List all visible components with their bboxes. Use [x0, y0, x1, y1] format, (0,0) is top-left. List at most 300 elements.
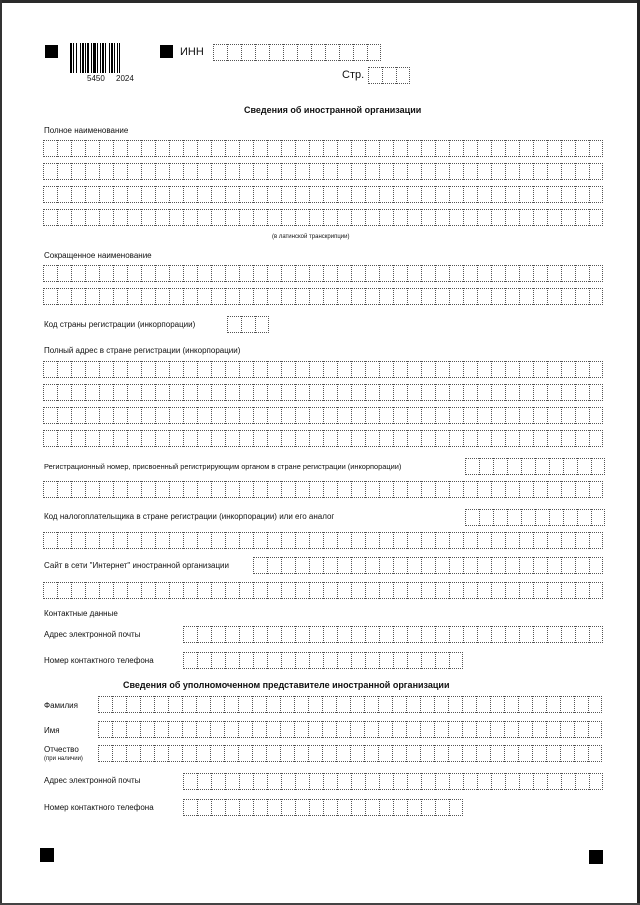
char-cell[interactable]: [43, 163, 57, 180]
char-cell[interactable]: [323, 384, 337, 401]
char-cell[interactable]: [588, 745, 602, 762]
char-cell[interactable]: [533, 532, 547, 549]
char-cell[interactable]: [589, 481, 603, 498]
char-cell[interactable]: [521, 509, 535, 526]
char-cell[interactable]: [547, 265, 561, 282]
char-cell[interactable]: [407, 773, 421, 790]
char-cell[interactable]: [491, 626, 505, 643]
char-cell[interactable]: [337, 652, 351, 669]
char-cell[interactable]: [85, 209, 99, 226]
char-cell[interactable]: [421, 652, 435, 669]
char-cell[interactable]: [323, 532, 337, 549]
char-cell[interactable]: [337, 384, 351, 401]
char-cell[interactable]: [227, 44, 241, 61]
char-cell[interactable]: [183, 288, 197, 305]
char-cell[interactable]: [463, 481, 477, 498]
char-cell[interactable]: [463, 407, 477, 424]
char-cell[interactable]: [421, 265, 435, 282]
char-cell[interactable]: [407, 384, 421, 401]
char-cell[interactable]: [295, 186, 309, 203]
char-cell[interactable]: [252, 721, 266, 738]
char-cell[interactable]: [407, 361, 421, 378]
char-cell[interactable]: [253, 407, 267, 424]
char-cell[interactable]: [295, 557, 309, 574]
char-cell[interactable]: [463, 140, 477, 157]
char-cell[interactable]: [127, 288, 141, 305]
char-cell[interactable]: [197, 163, 211, 180]
char-cell[interactable]: [269, 44, 283, 61]
char-cell[interactable]: [393, 288, 407, 305]
char-cell[interactable]: [505, 163, 519, 180]
char-cell[interactable]: [561, 384, 575, 401]
char-cell[interactable]: [253, 384, 267, 401]
char-cell[interactable]: [407, 626, 421, 643]
char-cell[interactable]: [183, 652, 197, 669]
char-cell[interactable]: [561, 140, 575, 157]
char-cell[interactable]: [351, 163, 365, 180]
char-cell[interactable]: [407, 557, 421, 574]
char-cell[interactable]: [519, 773, 533, 790]
char-cell[interactable]: [477, 186, 491, 203]
char-cell[interactable]: [211, 481, 225, 498]
char-cell[interactable]: [379, 140, 393, 157]
char-cell[interactable]: [505, 288, 519, 305]
char-cell[interactable]: [85, 186, 99, 203]
char-cell[interactable]: [239, 430, 253, 447]
char-cell[interactable]: [575, 209, 589, 226]
char-cell[interactable]: [337, 140, 351, 157]
char-cell[interactable]: [379, 773, 393, 790]
char-cell[interactable]: [295, 773, 309, 790]
char-cell[interactable]: [71, 288, 85, 305]
char-cell[interactable]: [309, 430, 323, 447]
char-cell[interactable]: [546, 721, 560, 738]
char-cell[interactable]: [155, 140, 169, 157]
char-cell[interactable]: [85, 407, 99, 424]
char-cell[interactable]: [267, 532, 281, 549]
char-cell[interactable]: [183, 140, 197, 157]
char-cell[interactable]: [449, 626, 463, 643]
char-cell[interactable]: [421, 582, 435, 599]
char-cell[interactable]: [463, 209, 477, 226]
char-cell[interactable]: [533, 163, 547, 180]
char-cell[interactable]: [589, 384, 603, 401]
char-cell[interactable]: [85, 163, 99, 180]
char-cell[interactable]: [267, 773, 281, 790]
char-cell[interactable]: [589, 773, 603, 790]
char-cell[interactable]: [351, 186, 365, 203]
char-cell[interactable]: [547, 186, 561, 203]
char-cell[interactable]: [350, 696, 364, 713]
char-cell[interactable]: [141, 288, 155, 305]
char-cell[interactable]: [225, 361, 239, 378]
char-cell[interactable]: [182, 721, 196, 738]
char-cell[interactable]: [308, 721, 322, 738]
char-cell[interactable]: [476, 721, 490, 738]
char-cell[interactable]: [476, 745, 490, 762]
char-cell[interactable]: [535, 458, 549, 475]
char-cell[interactable]: [267, 557, 281, 574]
char-cell[interactable]: [295, 799, 309, 816]
char-cell[interactable]: [241, 316, 255, 333]
char-cell[interactable]: [449, 481, 463, 498]
char-cell[interactable]: [57, 361, 71, 378]
char-cell[interactable]: [225, 773, 239, 790]
char-cell[interactable]: [350, 721, 364, 738]
char-cell[interactable]: [477, 430, 491, 447]
char-cell[interactable]: [351, 265, 365, 282]
website-row-2[interactable]: [43, 582, 603, 599]
char-cell[interactable]: [281, 626, 295, 643]
char-cell[interactable]: [281, 209, 295, 226]
char-cell[interactable]: [141, 430, 155, 447]
char-cell[interactable]: [225, 799, 239, 816]
char-cell[interactable]: [295, 265, 309, 282]
char-cell[interactable]: [211, 163, 225, 180]
char-cell[interactable]: [225, 288, 239, 305]
char-cell[interactable]: [183, 361, 197, 378]
char-cell[interactable]: [505, 384, 519, 401]
char-cell[interactable]: [435, 163, 449, 180]
char-cell[interactable]: [393, 407, 407, 424]
char-cell[interactable]: [43, 288, 57, 305]
char-cell[interactable]: [379, 265, 393, 282]
char-cell[interactable]: [267, 163, 281, 180]
char-cell[interactable]: [337, 407, 351, 424]
char-cell[interactable]: [532, 696, 546, 713]
char-cell[interactable]: [365, 799, 379, 816]
char-cell[interactable]: [197, 186, 211, 203]
char-cell[interactable]: [378, 696, 392, 713]
char-cell[interactable]: [85, 140, 99, 157]
char-cell[interactable]: [141, 481, 155, 498]
char-cell[interactable]: [407, 407, 421, 424]
char-cell[interactable]: [589, 163, 603, 180]
char-cell[interactable]: [393, 799, 407, 816]
char-cell[interactable]: [337, 209, 351, 226]
char-cell[interactable]: [211, 532, 225, 549]
char-cell[interactable]: [519, 288, 533, 305]
char-cell[interactable]: [504, 696, 518, 713]
char-cell[interactable]: [126, 696, 140, 713]
char-cell[interactable]: [547, 557, 561, 574]
char-cell[interactable]: [255, 44, 269, 61]
char-cell[interactable]: [322, 696, 336, 713]
char-cell[interactable]: [183, 532, 197, 549]
taxpayer-code-row-1[interactable]: [465, 509, 605, 526]
char-cell[interactable]: [309, 209, 323, 226]
char-cell[interactable]: [462, 696, 476, 713]
char-cell[interactable]: [169, 209, 183, 226]
char-cell[interactable]: [99, 532, 113, 549]
char-cell[interactable]: [113, 288, 127, 305]
char-cell[interactable]: [281, 799, 295, 816]
char-cell[interactable]: [547, 361, 561, 378]
char-cell[interactable]: [336, 721, 350, 738]
char-cell[interactable]: [462, 721, 476, 738]
char-cell[interactable]: [43, 481, 57, 498]
char-cell[interactable]: [281, 288, 295, 305]
char-cell[interactable]: [253, 265, 267, 282]
char-cell[interactable]: [211, 652, 225, 669]
char-cell[interactable]: [140, 696, 154, 713]
char-cell[interactable]: [211, 430, 225, 447]
char-cell[interactable]: [505, 532, 519, 549]
char-cell[interactable]: [140, 745, 154, 762]
char-cell[interactable]: [421, 773, 435, 790]
char-cell[interactable]: [197, 652, 211, 669]
char-cell[interactable]: [337, 430, 351, 447]
char-cell[interactable]: [575, 557, 589, 574]
char-cell[interactable]: [281, 384, 295, 401]
char-cell[interactable]: [127, 407, 141, 424]
patronymic-field[interactable]: [98, 745, 602, 762]
short-name-row-1[interactable]: [43, 265, 603, 282]
char-cell[interactable]: [591, 509, 605, 526]
char-cell[interactable]: [197, 265, 211, 282]
char-cell[interactable]: [239, 626, 253, 643]
char-cell[interactable]: [449, 582, 463, 599]
char-cell[interactable]: [519, 557, 533, 574]
char-cell[interactable]: [85, 532, 99, 549]
char-cell[interactable]: [421, 384, 435, 401]
char-cell[interactable]: [533, 140, 547, 157]
char-cell[interactable]: [183, 384, 197, 401]
char-cell[interactable]: [477, 557, 491, 574]
char-cell[interactable]: [477, 481, 491, 498]
char-cell[interactable]: [351, 288, 365, 305]
char-cell[interactable]: [351, 361, 365, 378]
char-cell[interactable]: [421, 626, 435, 643]
char-cell[interactable]: [238, 696, 252, 713]
char-cell[interactable]: [309, 407, 323, 424]
address-row-3[interactable]: [43, 407, 603, 424]
char-cell[interactable]: [295, 407, 309, 424]
char-cell[interactable]: [449, 265, 463, 282]
char-cell[interactable]: [379, 163, 393, 180]
char-cell[interactable]: [253, 209, 267, 226]
char-cell[interactable]: [449, 361, 463, 378]
char-cell[interactable]: [574, 696, 588, 713]
char-cell[interactable]: [169, 407, 183, 424]
char-cell[interactable]: [449, 407, 463, 424]
char-cell[interactable]: [239, 186, 253, 203]
char-cell[interactable]: [141, 265, 155, 282]
char-cell[interactable]: [295, 481, 309, 498]
char-cell[interactable]: [393, 652, 407, 669]
char-cell[interactable]: [449, 163, 463, 180]
char-cell[interactable]: [379, 582, 393, 599]
char-cell[interactable]: [491, 407, 505, 424]
char-cell[interactable]: [421, 430, 435, 447]
char-cell[interactable]: [392, 696, 406, 713]
char-cell[interactable]: [463, 163, 477, 180]
char-cell[interactable]: [463, 361, 477, 378]
char-cell[interactable]: [421, 481, 435, 498]
char-cell[interactable]: [382, 67, 396, 84]
char-cell[interactable]: [155, 582, 169, 599]
char-cell[interactable]: [351, 557, 365, 574]
char-cell[interactable]: [253, 163, 267, 180]
char-cell[interactable]: [127, 140, 141, 157]
char-cell[interactable]: [547, 140, 561, 157]
char-cell[interactable]: [323, 582, 337, 599]
rep-phone-field[interactable]: [183, 799, 463, 816]
char-cell[interactable]: [491, 361, 505, 378]
char-cell[interactable]: [463, 582, 477, 599]
char-cell[interactable]: [505, 407, 519, 424]
char-cell[interactable]: [325, 44, 339, 61]
char-cell[interactable]: [353, 44, 367, 61]
char-cell[interactable]: [533, 582, 547, 599]
char-cell[interactable]: [323, 799, 337, 816]
char-cell[interactable]: [435, 481, 449, 498]
char-cell[interactable]: [365, 557, 379, 574]
char-cell[interactable]: [547, 384, 561, 401]
char-cell[interactable]: [295, 430, 309, 447]
char-cell[interactable]: [393, 186, 407, 203]
char-cell[interactable]: [253, 430, 267, 447]
char-cell[interactable]: [378, 721, 392, 738]
char-cell[interactable]: [211, 582, 225, 599]
char-cell[interactable]: [281, 582, 295, 599]
short-name-row-2[interactable]: [43, 288, 603, 305]
char-cell[interactable]: [367, 44, 381, 61]
char-cell[interactable]: [309, 265, 323, 282]
char-cell[interactable]: [519, 209, 533, 226]
char-cell[interactable]: [169, 288, 183, 305]
first-name-field[interactable]: [98, 721, 602, 738]
char-cell[interactable]: [337, 361, 351, 378]
char-cell[interactable]: [379, 532, 393, 549]
char-cell[interactable]: [281, 163, 295, 180]
char-cell[interactable]: [435, 773, 449, 790]
char-cell[interactable]: [309, 532, 323, 549]
char-cell[interactable]: [169, 384, 183, 401]
char-cell[interactable]: [281, 430, 295, 447]
char-cell[interactable]: [351, 652, 365, 669]
char-cell[interactable]: [283, 44, 297, 61]
char-cell[interactable]: [113, 407, 127, 424]
char-cell[interactable]: [211, 288, 225, 305]
char-cell[interactable]: [435, 799, 449, 816]
char-cell[interactable]: [323, 209, 337, 226]
char-cell[interactable]: [211, 209, 225, 226]
char-cell[interactable]: [281, 481, 295, 498]
char-cell[interactable]: [182, 696, 196, 713]
char-cell[interactable]: [43, 140, 57, 157]
char-cell[interactable]: [533, 384, 547, 401]
reg-number-row-2[interactable]: [43, 481, 603, 498]
char-cell[interactable]: [575, 163, 589, 180]
char-cell[interactable]: [448, 745, 462, 762]
char-cell[interactable]: [477, 532, 491, 549]
char-cell[interactable]: [477, 626, 491, 643]
char-cell[interactable]: [393, 430, 407, 447]
char-cell[interactable]: [323, 626, 337, 643]
char-cell[interactable]: [99, 582, 113, 599]
char-cell[interactable]: [112, 745, 126, 762]
char-cell[interactable]: [323, 265, 337, 282]
char-cell[interactable]: [560, 721, 574, 738]
char-cell[interactable]: [211, 384, 225, 401]
char-cell[interactable]: [588, 721, 602, 738]
char-cell[interactable]: [393, 481, 407, 498]
char-cell[interactable]: [393, 163, 407, 180]
char-cell[interactable]: [406, 721, 420, 738]
char-cell[interactable]: [476, 696, 490, 713]
char-cell[interactable]: [491, 140, 505, 157]
char-cell[interactable]: [309, 626, 323, 643]
char-cell[interactable]: [295, 532, 309, 549]
char-cell[interactable]: [99, 361, 113, 378]
char-cell[interactable]: [589, 209, 603, 226]
char-cell[interactable]: [396, 67, 410, 84]
char-cell[interactable]: [197, 361, 211, 378]
char-cell[interactable]: [393, 209, 407, 226]
char-cell[interactable]: [491, 288, 505, 305]
char-cell[interactable]: [407, 163, 421, 180]
char-cell[interactable]: [337, 186, 351, 203]
char-cell[interactable]: [434, 721, 448, 738]
char-cell[interactable]: [183, 407, 197, 424]
char-cell[interactable]: [239, 361, 253, 378]
char-cell[interactable]: [350, 745, 364, 762]
char-cell[interactable]: [435, 209, 449, 226]
char-cell[interactable]: [337, 532, 351, 549]
char-cell[interactable]: [225, 407, 239, 424]
char-cell[interactable]: [589, 532, 603, 549]
char-cell[interactable]: [213, 44, 227, 61]
char-cell[interactable]: [295, 361, 309, 378]
char-cell[interactable]: [169, 186, 183, 203]
char-cell[interactable]: [407, 481, 421, 498]
char-cell[interactable]: [225, 626, 239, 643]
char-cell[interactable]: [379, 288, 393, 305]
char-cell[interactable]: [336, 745, 350, 762]
char-cell[interactable]: [266, 745, 280, 762]
char-cell[interactable]: [154, 745, 168, 762]
char-cell[interactable]: [239, 582, 253, 599]
char-cell[interactable]: [85, 481, 99, 498]
char-cell[interactable]: [85, 361, 99, 378]
char-cell[interactable]: [196, 745, 210, 762]
char-cell[interactable]: [169, 481, 183, 498]
char-cell[interactable]: [435, 557, 449, 574]
char-cell[interactable]: [239, 773, 253, 790]
char-cell[interactable]: [113, 140, 127, 157]
char-cell[interactable]: [43, 186, 57, 203]
char-cell[interactable]: [308, 745, 322, 762]
char-cell[interactable]: [197, 582, 211, 599]
char-cell[interactable]: [323, 163, 337, 180]
char-cell[interactable]: [267, 140, 281, 157]
char-cell[interactable]: [71, 265, 85, 282]
char-cell[interactable]: [211, 265, 225, 282]
char-cell[interactable]: [477, 163, 491, 180]
char-cell[interactable]: [574, 745, 588, 762]
char-cell[interactable]: [365, 384, 379, 401]
char-cell[interactable]: [323, 186, 337, 203]
char-cell[interactable]: [211, 407, 225, 424]
char-cell[interactable]: [113, 481, 127, 498]
char-cell[interactable]: [575, 773, 589, 790]
char-cell[interactable]: [490, 721, 504, 738]
char-cell[interactable]: [449, 652, 463, 669]
char-cell[interactable]: [490, 696, 504, 713]
char-cell[interactable]: [57, 407, 71, 424]
char-cell[interactable]: [393, 773, 407, 790]
